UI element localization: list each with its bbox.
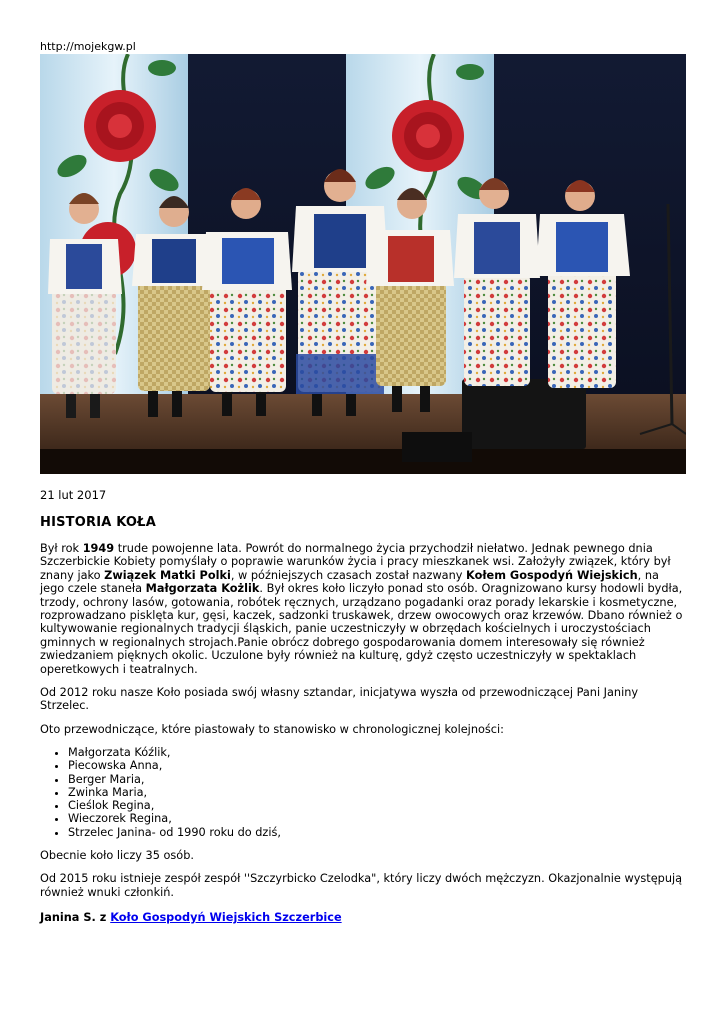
intro-paragraph: [40, 542, 686, 676]
members-paragraph: Obecnie koło liczy 35 osób.: [40, 848, 194, 862]
list-item: • Zwinka Maria,: [68, 786, 686, 799]
list-item: • Cieślok Regina,: [68, 799, 686, 812]
article-photo: [40, 54, 686, 474]
intro-text-4: , na jego czele staneła: [40, 568, 659, 596]
article-page: [40, 40, 686, 924]
list-item: • Strzelec Janina- od 1990 roku do dziś,: [68, 826, 686, 839]
intro-text-5: . Był okres koło liczyło ponad sto osób. Oragnizowano kursy hodowli bydła, trzody, ochrony lasów, gotowania, robótek ręcznych, urządzano pogadanki oraz porady lekarskie i kosmetyczne, rozprowadzano pisklęta kur, gęsi, kaczek, sadzonki truskawek, drzew owocowych oraz krzewów. Dbano również o kultywowanie regionalnych tradycji śląskich, panie uczestniczyły w obrzędach kościelnych i uroczystościach gminnych w regionalnych strojach.Panie obrócz dobrego gospodarowania domem interesowały się również zwiedzaniem pięknych okolic. Uczulone były również na kulturę, gdyż często uczestniczyły w spektaklach operetkowych i teatralnych.: [40, 582, 683, 676]
signature: [40, 911, 686, 924]
organization-link[interactable]: Koło Gospodyń Wiejskich Szczerbice: [110, 910, 342, 924]
intro-year: 1949: [82, 542, 115, 555]
source-url: http://mojekgw.pl: [40, 40, 136, 53]
chairs-intro: Oto przewodniczące, które piastowały to stanowisko w chronologicznej kolejności:: [40, 722, 504, 736]
intro-text-2: trude powojenne lata. Powrót do normalnego życia przychodził niełatwo. Jednak pewnego dnia Szczerbickie Kobiety pomyślały o poprawie warunków życia i pracy mieszkanek wsi. Założyły związek, który był znany jako: [40, 542, 671, 582]
intro-org-2: Kołem Gospodyń Wiejskich: [466, 568, 638, 582]
article-date: 21 lut 2017: [40, 488, 107, 502]
ensemble-paragraph: Od 2015 roku istnieje zespół zespół ''Szczyrbicko Czelodka", który liczy dwóch mężczyzn. Okazjonalnie występują również wnuki członkiń.: [40, 872, 683, 899]
article-title: HISTORIA KOŁA: [40, 515, 156, 530]
chairs-list: [40, 746, 686, 838]
intro-org-1: Związek Matki Polki: [104, 568, 231, 582]
banner-paragraph: Od 2012 roku nasze Koło posiada swój własny sztandar, inicjatywa wyszła od przewodniczącej Pani Janiny Strzelec.: [40, 686, 639, 713]
list-item: • Piecowska Anna,: [68, 759, 686, 772]
signature-author: Janina S. z: [40, 910, 111, 924]
intro-text-1: Był rok: [40, 542, 83, 555]
list-item: • Małgorzata Kóźlik,: [68, 746, 686, 759]
intro-leader: Małgorzata Kożlik: [145, 582, 260, 596]
list-item: • Berger Maria,: [68, 773, 686, 786]
intro-text-3: , w późniejszych czasach został nazwany: [230, 568, 467, 582]
list-item: • Wieczorek Regina,: [68, 812, 686, 825]
